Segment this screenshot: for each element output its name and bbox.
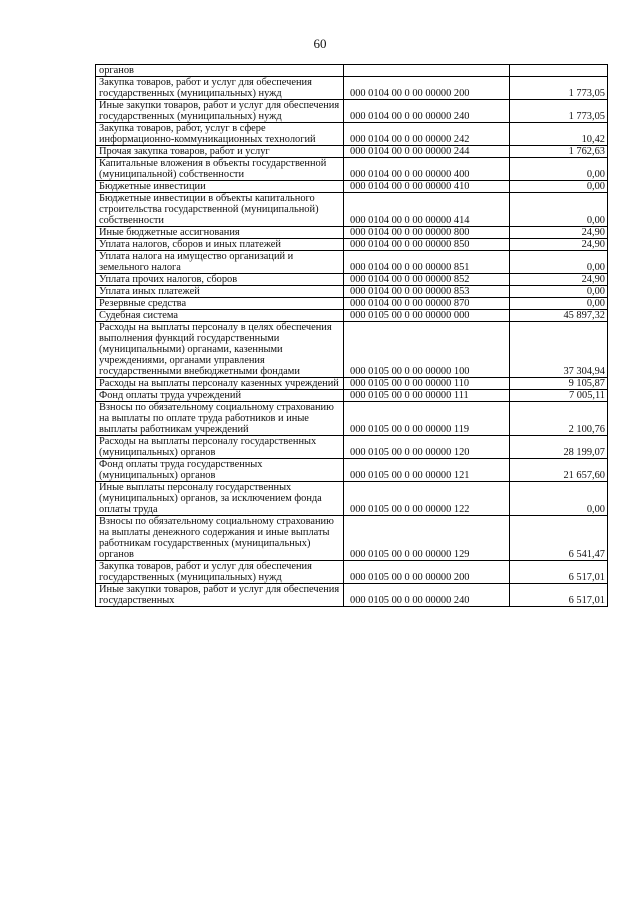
row-name-cell: Уплата налогов, сборов и иных платежей: [96, 239, 344, 251]
budget-table: [95, 64, 608, 607]
row-name-cell: Закупка товаров, работ и услуг для обеспечения государственных (муниципальных) нужд: [96, 77, 344, 100]
row-name-cell: Расходы на выплаты персоналу казенных учреждений: [96, 378, 344, 390]
budget-table-body: [96, 65, 608, 607]
row-code-cell: 000 0105 00 0 00 00000 240: [344, 584, 510, 607]
row-name-cell: Взносы по обязательному социальному страхованию на выплаты по оплате труда работников и иные выплаты работникам учреждений: [96, 402, 344, 436]
row-name-cell: Капитальные вложения в объекты государственной (муниципальной) собственности: [96, 158, 344, 181]
row-code-cell: 000 0105 00 0 00 00000 200: [344, 561, 510, 584]
row-amount-cell: 9 105,87: [510, 378, 608, 390]
row-code-cell: 000 0104 00 0 00 00000 242: [344, 123, 510, 146]
row-name-cell: Бюджетные инвестиции в объекты капитального строительства государственной (муниципальной) собственности: [96, 193, 344, 227]
row-name-cell: Бюджетные инвестиции: [96, 181, 344, 193]
table-row: [96, 402, 608, 436]
row-name-cell: Иные бюджетные ассигнования: [96, 227, 344, 239]
row-name-cell: Резервные средства: [96, 298, 344, 310]
table-row: [96, 146, 608, 158]
row-code-cell: 000 0104 00 0 00 00000 851: [344, 251, 510, 274]
table-row: [96, 77, 608, 100]
row-amount-cell: 0,00: [510, 193, 608, 227]
row-amount-cell: 6 517,01: [510, 561, 608, 584]
table-row: [96, 65, 608, 77]
row-amount-cell: 24,90: [510, 274, 608, 286]
row-name-cell: Уплата иных платежей: [96, 286, 344, 298]
table-row: [96, 561, 608, 584]
table-row: [96, 193, 608, 227]
table-row: [96, 390, 608, 402]
page-number: 60: [313, 36, 327, 51]
row-amount-cell: [510, 65, 608, 77]
row-code-cell: 000 0104 00 0 00 00000 410: [344, 181, 510, 193]
row-code-cell: 000 0104 00 0 00 00000 414: [344, 193, 510, 227]
row-code-cell: 000 0104 00 0 00 00000 853: [344, 286, 510, 298]
table-row: [96, 436, 608, 459]
row-name-cell: Расходы на выплаты персоналу государственных (муниципальных) органов: [96, 436, 344, 459]
table-row: [96, 158, 608, 181]
row-amount-cell: 0,00: [510, 482, 608, 516]
row-name-cell: Прочая закупка товаров, работ и услуг: [96, 146, 344, 158]
row-code-cell: 000 0105 00 0 00 00000 000: [344, 310, 510, 322]
row-amount-cell: 1 773,05: [510, 100, 608, 123]
row-code-cell: 000 0104 00 0 00 00000 852: [344, 274, 510, 286]
row-amount-cell: 7 005,11: [510, 390, 608, 402]
row-code-cell: 000 0105 00 0 00 00000 110: [344, 378, 510, 390]
row-amount-cell: 2 100,76: [510, 402, 608, 436]
row-amount-cell: 6 541,47: [510, 516, 608, 561]
table-row: [96, 239, 608, 251]
row-name-cell: Уплата налога на имущество организаций и земельного налога: [96, 251, 344, 274]
row-name-cell: Закупка товаров, работ, услуг в сфере информационно-коммуникационных технологий: [96, 123, 344, 146]
row-amount-cell: 0,00: [510, 286, 608, 298]
row-name-cell: Иные закупки товаров, работ и услуг для обеспечения государственных (муниципальных) нужд: [96, 100, 344, 123]
row-amount-cell: 0,00: [510, 298, 608, 310]
row-amount-cell: 0,00: [510, 181, 608, 193]
row-code-cell: 000 0105 00 0 00 00000 129: [344, 516, 510, 561]
table-row: [96, 251, 608, 274]
table-row: [96, 584, 608, 607]
row-code-cell: 000 0105 00 0 00 00000 122: [344, 482, 510, 516]
row-code-cell: 000 0104 00 0 00 00000 240: [344, 100, 510, 123]
table-row: [96, 378, 608, 390]
row-name-cell: Расходы на выплаты персоналу в целях обеспечения выполнения функций государственными (муниципальными) органами, казенными учреждениями, органами управления государственными внебюджетными фондами: [96, 322, 344, 378]
row-amount-cell: 45 897,32: [510, 310, 608, 322]
row-amount-cell: 1 762,63: [510, 146, 608, 158]
row-code-cell: 000 0104 00 0 00 00000 244: [344, 146, 510, 158]
row-amount-cell: 37 304,94: [510, 322, 608, 378]
row-amount-cell: 1 773,05: [510, 77, 608, 100]
row-code-cell: 000 0104 00 0 00 00000 870: [344, 298, 510, 310]
row-amount-cell: 6 517,01: [510, 584, 608, 607]
table-row: [96, 482, 608, 516]
table-row: [96, 310, 608, 322]
row-name-cell: Судебная система: [96, 310, 344, 322]
row-code-cell: 000 0104 00 0 00 00000 850: [344, 239, 510, 251]
table-row: [96, 516, 608, 561]
row-name-cell: Закупка товаров, работ и услуг для обеспечения государственных (муниципальных) нужд: [96, 561, 344, 584]
row-amount-cell: 28 199,07: [510, 436, 608, 459]
row-code-cell: 000 0104 00 0 00 00000 800: [344, 227, 510, 239]
table-row: [96, 322, 608, 378]
row-name-cell: Уплата прочих налогов, сборов: [96, 274, 344, 286]
row-amount-cell: 24,90: [510, 227, 608, 239]
row-amount-cell: 24,90: [510, 239, 608, 251]
row-amount-cell: 10,42: [510, 123, 608, 146]
row-code-cell: 000 0105 00 0 00 00000 120: [344, 436, 510, 459]
table-row: [96, 298, 608, 310]
table-row: [96, 286, 608, 298]
row-name-cell: Иные выплаты персоналу государственных (муниципальных) органов, за исключением фонда оплаты труда: [96, 482, 344, 516]
row-code-cell: 000 0105 00 0 00 00000 121: [344, 459, 510, 482]
row-code-cell: 000 0105 00 0 00 00000 100: [344, 322, 510, 378]
table-row: [96, 227, 608, 239]
row-code-cell: 000 0104 00 0 00 00000 200: [344, 77, 510, 100]
table-row: [96, 181, 608, 193]
row-name-cell: Взносы по обязательному социальному страхованию на выплаты денежного содержания и иные выплаты работникам государственных (муниципальных) органов: [96, 516, 344, 561]
row-code-cell: 000 0104 00 0 00 00000 400: [344, 158, 510, 181]
table-row: [96, 274, 608, 286]
row-code-cell: 000 0105 00 0 00 00000 119: [344, 402, 510, 436]
row-amount-cell: 0,00: [510, 158, 608, 181]
row-amount-cell: 0,00: [510, 251, 608, 274]
row-name-cell: Фонд оплаты труда учреждений: [96, 390, 344, 402]
row-name-cell: Фонд оплаты труда государственных (муниципальных) органов: [96, 459, 344, 482]
table-row: [96, 100, 608, 123]
row-name-cell: органов: [96, 65, 344, 77]
row-code-cell: 000 0105 00 0 00 00000 111: [344, 390, 510, 402]
row-code-cell: [344, 65, 510, 77]
table-row: [96, 123, 608, 146]
row-name-cell: Иные закупки товаров, работ и услуг для обеспечения государственных: [96, 584, 344, 607]
table-row: [96, 459, 608, 482]
row-amount-cell: 21 657,60: [510, 459, 608, 482]
